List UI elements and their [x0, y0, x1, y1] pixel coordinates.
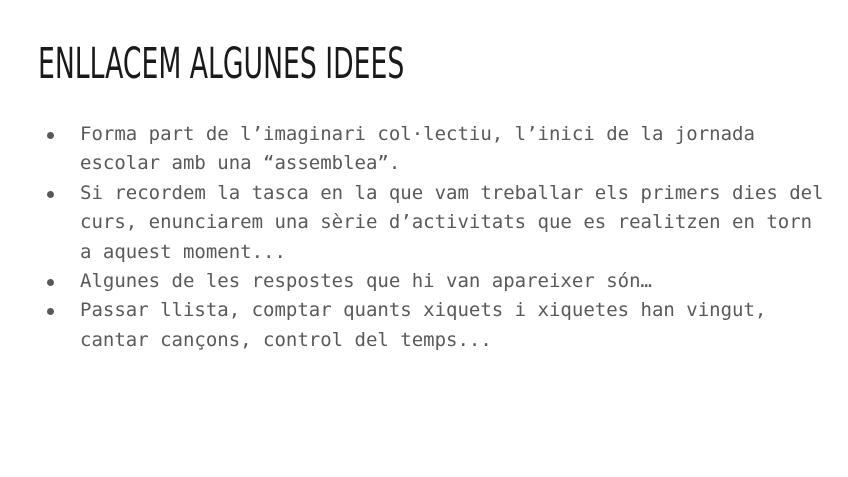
bullet-dot-icon	[47, 279, 54, 286]
slide-title: ENLLACEM ALGUNES IDEES	[38, 39, 405, 89]
bullet-dot-icon	[47, 308, 54, 315]
bullet-text: Si recordem la tasca en la que vam treballar els primers dies del curs, enunciarem una sèrie d’activitats que es realitzen en torn a aquest moment...	[80, 181, 824, 263]
bullet-dot-icon	[47, 191, 54, 198]
bullet-text: Passar llista, comptar quants xiquets i xiquetes han vingut, cantar cançons, control del temps...	[80, 299, 767, 351]
bullet-item-1	[45, 120, 825, 179]
bullet-item-3	[45, 267, 825, 296]
bullet-item-4	[45, 296, 825, 355]
bullet-text: Algunes de les respostes que hi van apareixer són…	[80, 270, 652, 293]
bullet-dot-icon	[47, 132, 54, 139]
bullet-item-2	[45, 179, 825, 267]
bullet-text: Forma part de l’imaginari col·lectiu, l’inici de la jornada escolar amb una “assemblea”.	[80, 123, 755, 175]
bullet-list	[45, 120, 825, 355]
